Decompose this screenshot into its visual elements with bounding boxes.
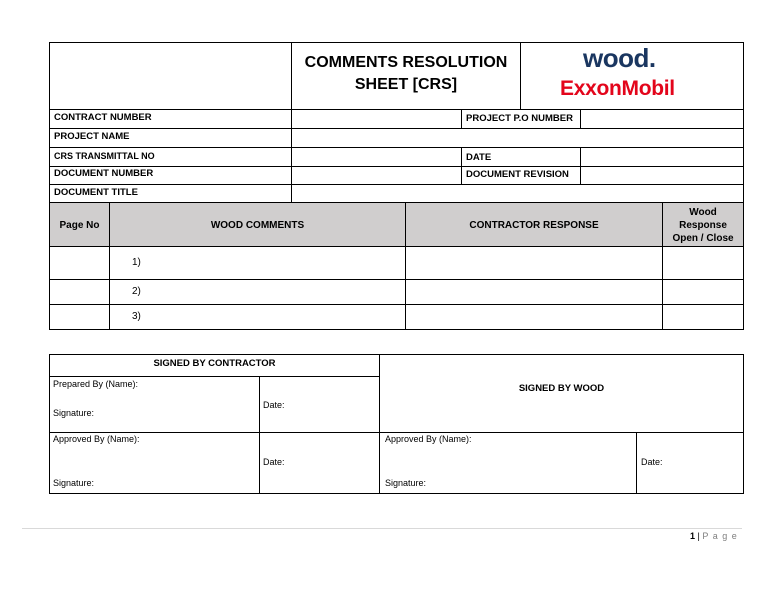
signed-by-contractor-heading: SIGNED BY CONTRACTOR [153,357,276,369]
prepared-by-label: Prepared By (Name): [53,379,139,389]
page-footer [690,531,738,541]
contractor-date-label-1: Date: [263,400,285,410]
page-separator: | [697,531,700,541]
label-document-revision: DOCUMENT REVISION [466,169,569,180]
col-header-page-no: Page No [59,219,100,231]
wood-signature-label: Signature: [385,478,427,488]
title-line-2: SHEET [CRS] [354,76,458,93]
contractor-date-label-2: Date: [263,457,285,467]
label-document-title: DOCUMENT TITLE [54,187,138,198]
title-line-1: COMMENTS RESOLUTION [304,54,508,71]
label-contract-number: CONTRACT NUMBER [54,112,152,123]
contractor-approved-by-label: Approved By (Name): [53,434,140,444]
page-label: P a g e [702,531,738,541]
label-project-po-number: PROJECT P.O NUMBER [466,113,573,124]
wood-date-label: Date: [641,457,663,467]
signed-by-wood-heading: SIGNED BY WOOD [518,382,605,394]
label-crs-transmittal-no: CRS TRANSMITTAL NO [54,151,155,161]
document-title-heading [292,52,520,96]
col-header-contractor-response: CONTRACTOR RESPONSE [469,219,599,231]
wood-approved-by-label: Approved By (Name): [385,434,472,444]
table-row-3-comment: 3) [132,311,141,322]
exxonmobil-logo: ExxonMobil [560,77,675,100]
label-document-number: DOCUMENT NUMBER [54,168,154,179]
contractor-signature-label-1: Signature: [53,408,95,418]
wood-logo: wood. [583,43,656,73]
label-date: DATE [466,152,492,163]
table-row-1-comment: 1) [132,257,141,268]
label-project-name: PROJECT NAME [54,131,130,142]
col-header-wood-response: Wood Response Open / Close [672,206,734,244]
contractor-signature-label-2: Signature: [53,478,95,488]
footer-rule [22,528,742,529]
table-row-2-comment: 2) [132,286,141,297]
page-number: 1 [690,531,696,541]
col-header-wood-comments: WOOD COMMENTS [210,219,305,231]
